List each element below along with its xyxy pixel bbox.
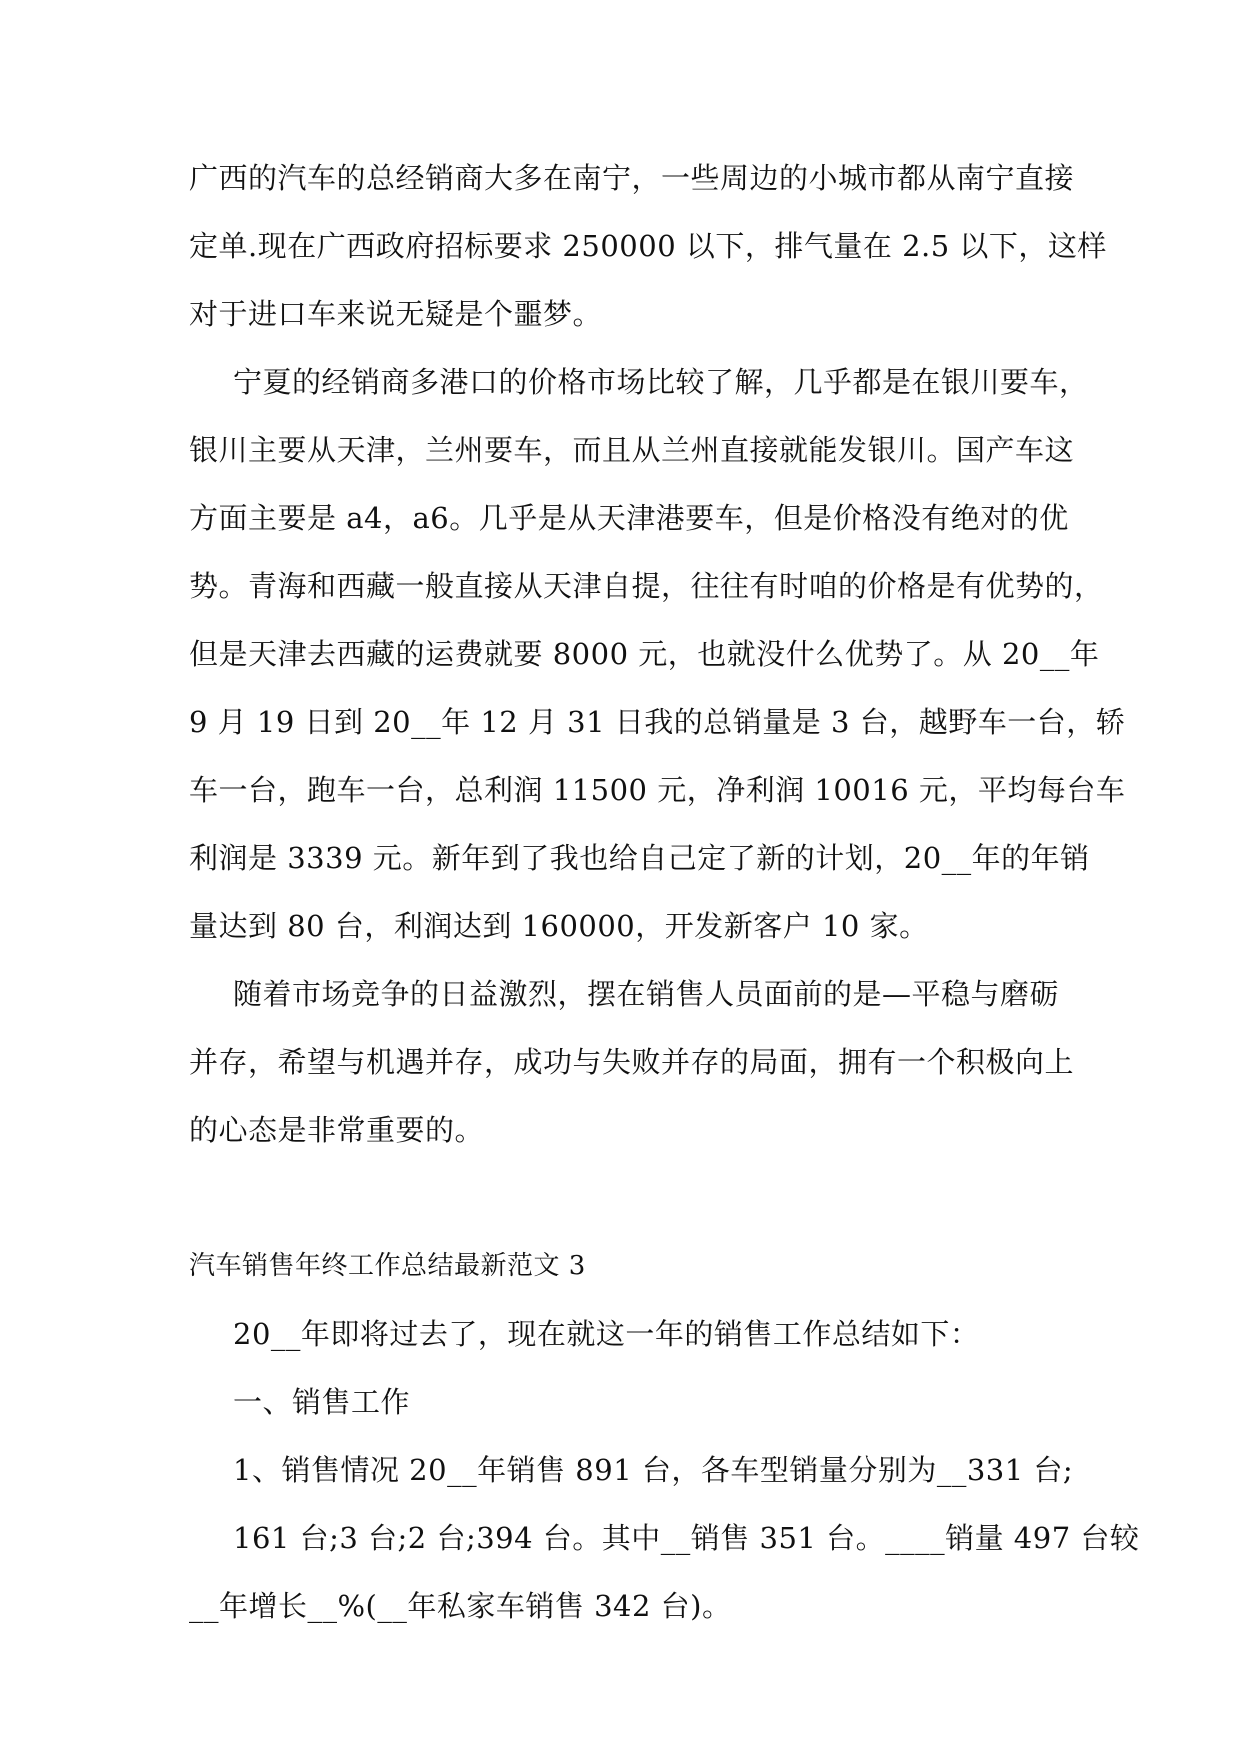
- section-line-2: 一、销售工作: [233, 1385, 411, 1419]
- section-line-3: 1、销售情况 20__年销售 891 台，各车型销量分别为__331 台;: [233, 1453, 1074, 1487]
- paragraph-2-line-4: 势。青海和西藏一般直接从天津自提，往往有时咱的价格是有优势的，: [189, 569, 1104, 603]
- paragraph-2-line-9: 量达到 80 台，利润达到 160000，开发新客户 10 家。: [189, 909, 929, 943]
- paragraph-2-line-5: 但是天津去西藏的运费就要 8000 元，也就没什么优势了。从 20__年: [189, 637, 1100, 671]
- paragraph-3-line-3: 的心态是非常重要的。: [189, 1113, 485, 1147]
- section-line-1: 20__年即将过去了，现在就这一年的销售工作总结如下：: [233, 1317, 980, 1351]
- paragraph-3-line-1: 随着市场竞争的日益激烈，摆在销售人员面前的是—平稳与磨砺: [233, 977, 1060, 1011]
- paragraph-3-line-2: 并存，希望与机遇并存，成功与失败并存的局面，拥有一个积极向上: [189, 1045, 1075, 1079]
- section-title: 汽车销售年终工作总结最新范文 3: [189, 1251, 586, 1281]
- section-line-4: 161 台;3 台;2 台;394 台。其中__销售 351 台。____销量 497 台较: [233, 1521, 1140, 1555]
- paragraph-2-line-3: 方面主要是 a4，a6。几乎是从天津港要车，但是价格没有绝对的优: [189, 501, 1069, 535]
- paragraph-2-line-6: 9 月 19 日到 20__年 12 月 31 日我的总销量是 3 台，越野车一台，轿: [189, 705, 1126, 739]
- paragraph-2-line-1: 宁夏的经销商多港口的价格市场比较了解，几乎都是在银川要车，: [233, 365, 1089, 399]
- paragraph-1-line-1: 广西的汽车的总经销商大多在南宁，一些周边的小城市都从南宁直接: [189, 161, 1075, 195]
- paragraph-1-line-3: 对于进口车来说无疑是个噩梦。: [189, 297, 603, 331]
- paragraph-2-line-7: 车一台，跑车一台，总利润 11500 元，净利润 10016 元，平均每台车: [189, 773, 1126, 807]
- paragraph-2-line-2: 银川主要从天津，兰州要车，而且从兰州直接就能发银川。国产车这: [189, 433, 1075, 467]
- paragraph-1-line-2: 定单.现在广西政府招标要求 250000 以下，排气量在 2.5 以下，这样: [189, 229, 1107, 263]
- section-line-5: __年增长__%(__年私家车销售 342 台)。: [189, 1589, 732, 1623]
- paragraph-2-line-8: 利润是 3339 元。新年到了我也给自己定了新的计划，20__年的年销: [189, 841, 1090, 875]
